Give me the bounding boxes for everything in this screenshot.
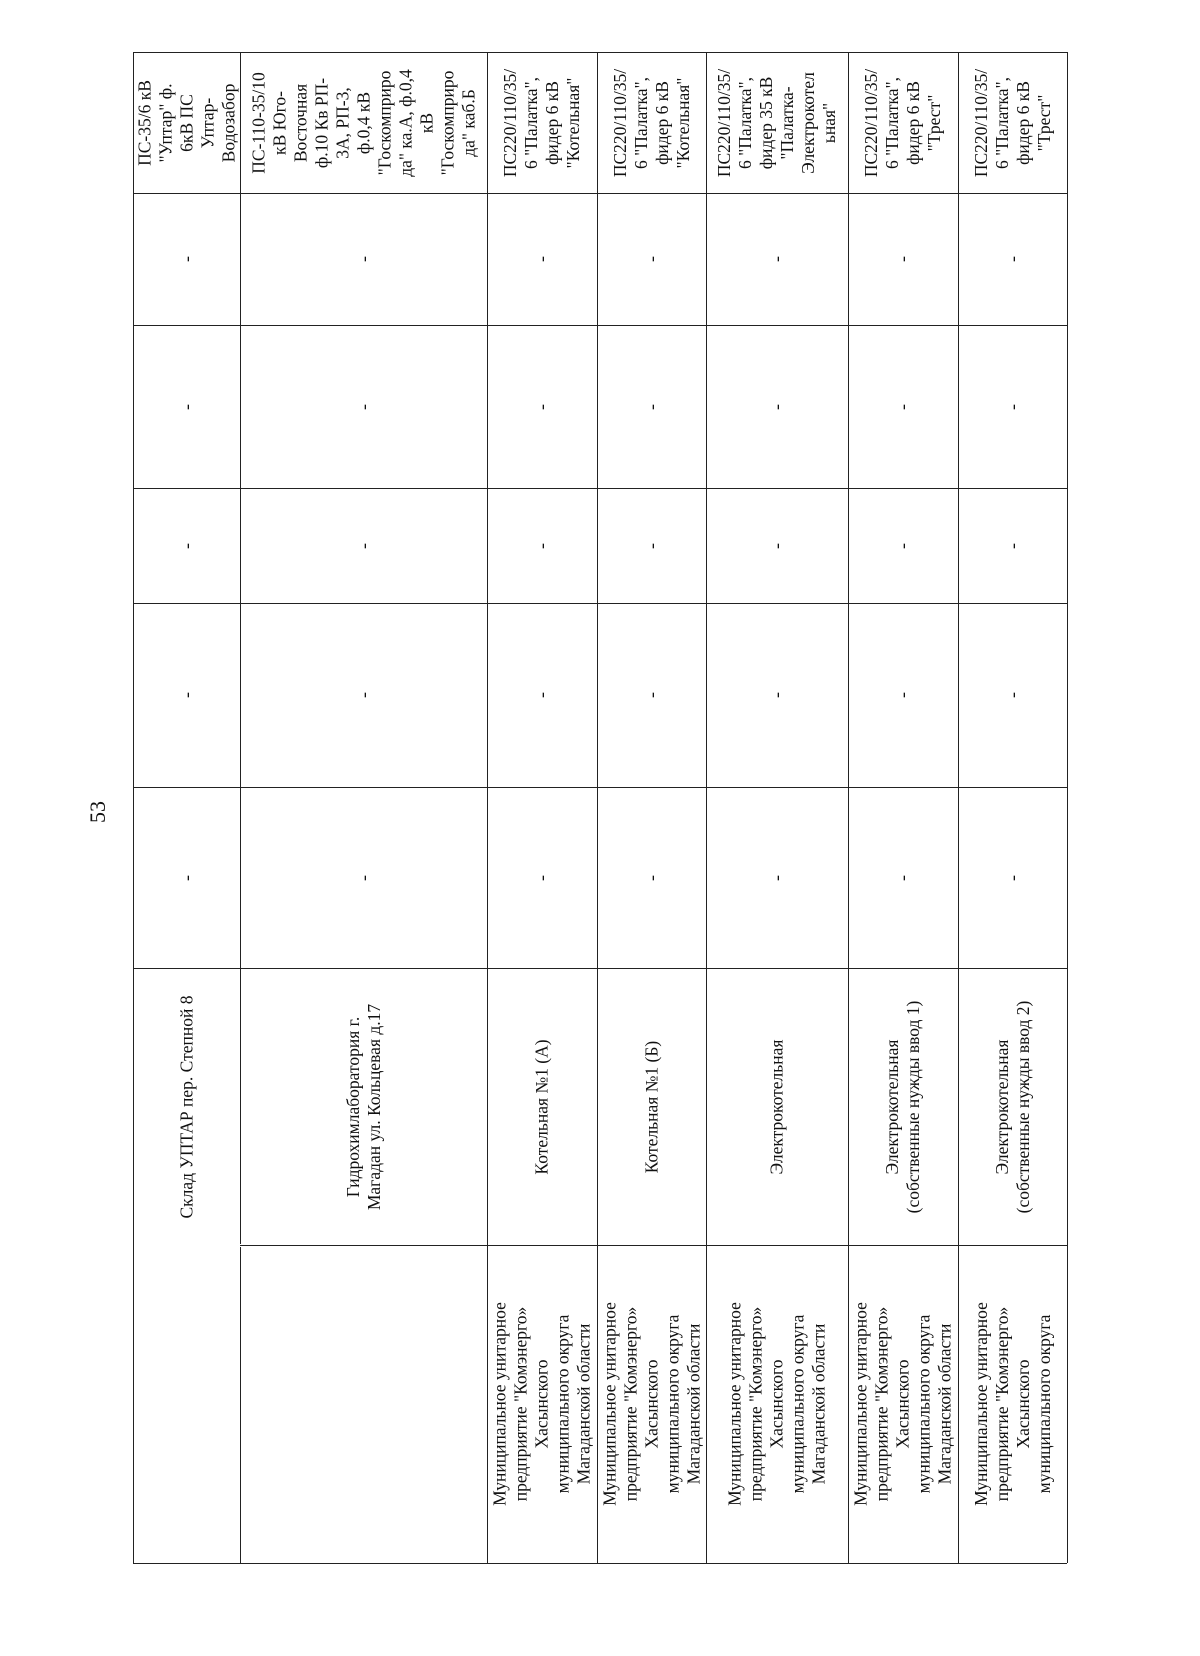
col6-cell xyxy=(706,325,848,488)
col6-cell xyxy=(487,325,597,488)
col6-cell xyxy=(848,325,958,488)
object-cell xyxy=(958,968,1067,1245)
col7-text: - xyxy=(353,256,373,262)
object-text: Электрокотельная (собственные нужды ввод 1) xyxy=(882,1000,923,1213)
col4-cell xyxy=(958,603,1067,787)
col3-cell xyxy=(487,787,597,968)
org-text: Муниципальное унитарное предприятие "Комэнерго» Хасынского муниципального округа xyxy=(970,1302,1054,1506)
col4-cell xyxy=(597,603,706,787)
object-cell xyxy=(133,968,240,1245)
col3-text: - xyxy=(766,874,787,881)
col5-cell xyxy=(133,488,240,603)
object-text: Котельная №1 (А) xyxy=(531,1038,552,1175)
col3-cell xyxy=(133,787,240,968)
col4-cell xyxy=(133,603,240,787)
col5-text: - xyxy=(353,542,373,549)
org-text: Муниципальное унитарное предприятие "Комэнерго» Хасынского муниципального округа Магаданской области xyxy=(489,1302,594,1506)
object-cell xyxy=(848,968,958,1245)
col5-cell xyxy=(958,488,1067,603)
object-text: Электрокотельная xyxy=(766,1039,787,1174)
table-rule xyxy=(597,52,598,1563)
org-cell xyxy=(133,1245,240,1563)
col5-cell xyxy=(487,488,597,603)
col3-text: - xyxy=(1002,874,1022,881)
col6-text: - xyxy=(531,403,552,410)
col7-cell xyxy=(487,193,597,325)
col3-cell xyxy=(958,787,1067,968)
col6-cell xyxy=(240,325,487,488)
source-text: ПС220/110/35/ 6 "Палатка", фидер 6 кВ "Котельная" xyxy=(500,68,583,177)
col7-cell xyxy=(240,193,487,325)
source-cell xyxy=(958,52,1067,193)
col5-text: - xyxy=(1002,542,1022,549)
table-rule xyxy=(133,325,1067,326)
col4-text: - xyxy=(531,692,552,698)
col6-cell xyxy=(597,325,706,488)
col4-cell xyxy=(240,603,487,787)
col5-cell xyxy=(848,488,958,603)
source-cell xyxy=(706,52,848,193)
col7-text: - xyxy=(531,256,552,262)
col4-text: - xyxy=(1002,692,1022,698)
org-text: Муниципальное унитарное предприятие "Комэнерго» Хасынского муниципального округа Магаданской области xyxy=(724,1302,829,1506)
col6-text: - xyxy=(1002,403,1022,410)
col7-cell xyxy=(133,193,240,325)
col7-text: - xyxy=(641,256,661,262)
col5-text: - xyxy=(641,542,661,549)
object-cell xyxy=(706,968,848,1245)
table-rule xyxy=(240,1245,487,1246)
table-rule xyxy=(133,193,1067,194)
source-cell xyxy=(848,52,958,193)
col4-text: - xyxy=(892,692,913,698)
col3-text: - xyxy=(531,874,552,881)
col7-cell xyxy=(597,193,706,325)
table-rule xyxy=(133,968,1067,969)
org-cell xyxy=(958,1245,1067,1563)
col3-cell xyxy=(597,787,706,968)
source-cell xyxy=(133,52,240,193)
org-cell xyxy=(848,1245,958,1563)
table-rule xyxy=(133,488,1067,489)
col4-cell xyxy=(706,603,848,787)
org-cell xyxy=(597,1245,706,1563)
col4-cell xyxy=(848,603,958,787)
source-text: ПС-35/6 кВ "Уптар" ф. 6кВ ПС Уптар- Водозабор xyxy=(134,79,238,166)
org-text: Муниципальное унитарное предприятие "Комэнерго» Хасынского муниципального округа Магаданской области xyxy=(599,1302,703,1506)
object-text: Электрокотельная (собственные нужды ввод 2) xyxy=(991,1000,1033,1213)
table-rule xyxy=(240,1460,241,1563)
source-text: ПС220/110/35/ 6 "Палатка", фидер 6 кВ "Трест" xyxy=(970,68,1054,177)
source-cell xyxy=(597,52,706,193)
table-rule xyxy=(848,52,849,1563)
col7-cell xyxy=(958,193,1067,325)
col5-text: - xyxy=(766,542,787,549)
source-text: ПС-110-35/10 кВ Юго- Восточная ф.10 Кв РП- 3А, РП-3, ф.0,4 кВ "Госкомприро да" ка.А, ф.0,4 кВ "Госкомприро да" каб.Б xyxy=(248,68,478,177)
col7-cell xyxy=(706,193,848,325)
org-cell xyxy=(487,1245,597,1563)
table-rule xyxy=(240,52,241,1461)
source-text: ПС220/110/35/ 6 "Палатка", фидер 6 кВ "Трест" xyxy=(861,68,944,177)
object-text: Склад УПТАР пер. Степной 8 xyxy=(176,995,196,1219)
col5-cell xyxy=(597,488,706,603)
object-cell xyxy=(240,968,487,1245)
col3-text: - xyxy=(892,874,913,881)
col5-cell xyxy=(706,488,848,603)
col3-cell xyxy=(706,787,848,968)
col3-text: - xyxy=(353,874,373,881)
col3-cell xyxy=(240,787,487,968)
col7-cell xyxy=(848,193,958,325)
col6-cell xyxy=(958,325,1067,488)
source-text: ПС220/110/35/ 6 "Палатка", фидер 6 кВ "Котельная" xyxy=(609,68,693,177)
table-rule xyxy=(487,52,488,1563)
col7-text: - xyxy=(766,256,787,262)
col5-text: - xyxy=(531,542,552,549)
table-rule xyxy=(958,52,959,1563)
table-rule xyxy=(133,603,1067,604)
col4-text: - xyxy=(766,692,787,698)
col6-text: - xyxy=(176,403,196,410)
table-rule xyxy=(133,52,1067,53)
col3-text: - xyxy=(641,874,661,881)
col7-text: - xyxy=(892,256,913,262)
source-cell xyxy=(240,52,487,193)
org-cell xyxy=(240,1245,487,1563)
table-rule xyxy=(133,787,1067,788)
object-cell xyxy=(597,968,706,1245)
object-text: Гидрохимлаборатория г. Магадан ул. Кольцевая д.17 xyxy=(342,1003,384,1210)
col7-text: - xyxy=(1002,256,1022,262)
table-rule xyxy=(133,1563,1067,1564)
col5-text: - xyxy=(892,542,913,549)
object-text: Котельная №1 (Б) xyxy=(641,1040,661,1173)
col6-text: - xyxy=(641,403,661,410)
col6-cell xyxy=(133,325,240,488)
col7-text: - xyxy=(176,256,196,262)
object-cell xyxy=(487,968,597,1245)
col6-text: - xyxy=(892,403,913,410)
col6-text: - xyxy=(766,403,787,410)
col3-cell xyxy=(848,787,958,968)
col4-cell xyxy=(487,603,597,787)
col5-text: - xyxy=(176,542,196,549)
source-text: ПС220/110/35/ 6 "Палатка", фидер 35 кВ "Палатка- Электрокотел ьная" xyxy=(714,68,839,177)
col6-text: - xyxy=(353,403,373,410)
table-rule xyxy=(706,52,707,1563)
col4-text: - xyxy=(641,692,661,698)
col5-cell xyxy=(240,488,487,603)
org-cell xyxy=(706,1245,848,1563)
col3-text: - xyxy=(176,874,196,881)
org-text: Муниципальное унитарное предприятие "Комэнерго» Хасынского муниципального округа Магаданской области xyxy=(850,1302,955,1506)
col4-text: - xyxy=(176,692,196,698)
source-cell xyxy=(487,52,597,193)
table-rule xyxy=(133,52,134,1563)
page-number: 53 xyxy=(85,801,110,823)
col4-text: - xyxy=(353,692,373,698)
table-rule xyxy=(1067,52,1068,1563)
